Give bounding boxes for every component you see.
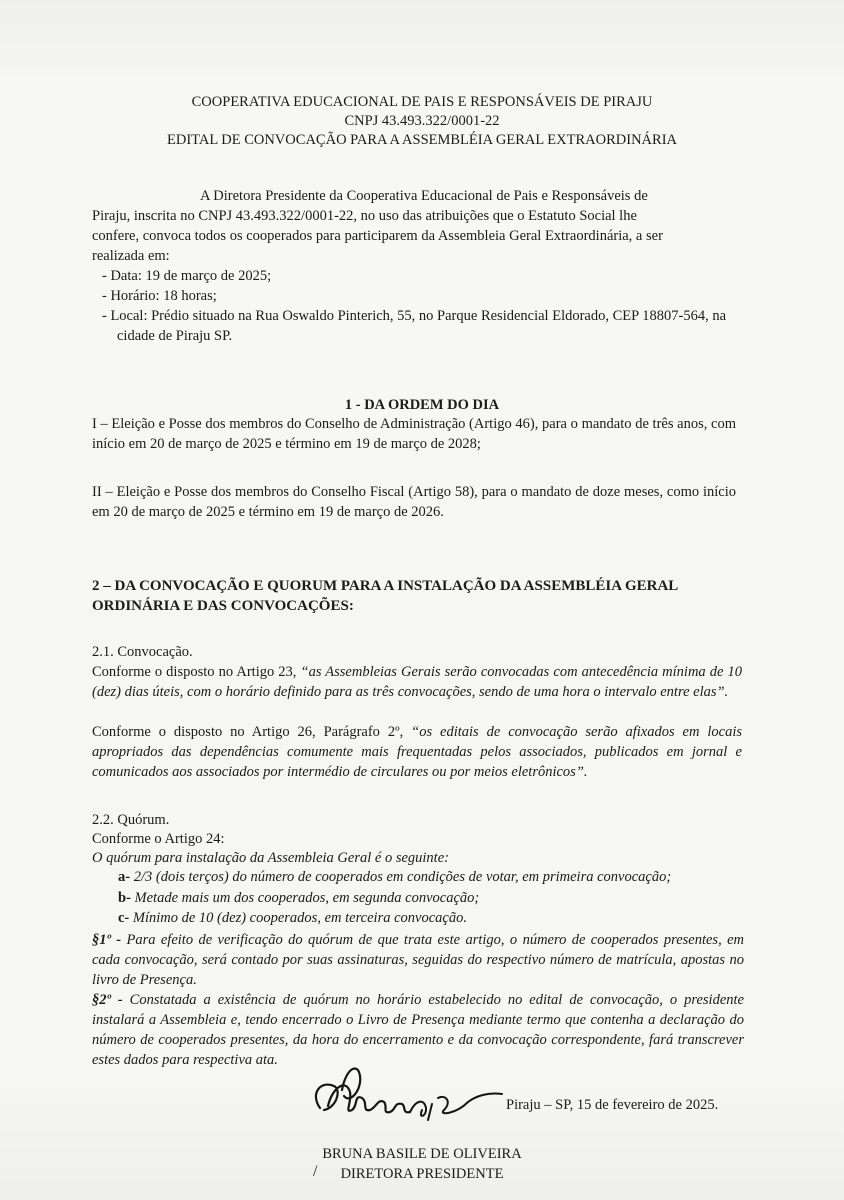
convocacao-paragraph-1 (92, 662, 742, 702)
section1-item-2: II – Eleição e Posse dos membros do Conselho Fiscal (Artigo 58), para o mandato de doze meses, como início em 20 de março de 2025 e término em 19 de março de 2026. (92, 484, 736, 520)
quorum-item-c-letter: c- (118, 910, 130, 926)
header-edital-title: EDITAL DE CONVOCAÇÃO PARA A ASSEMBLÉIA GERAL EXTRAORDINÁRIA (167, 132, 677, 148)
signatory-role: DIRETORA PRESIDENTE (340, 1166, 504, 1182)
meeting-time: - Horário: 18 horas; (102, 288, 217, 304)
convocacao-p1-text: Conforme o disposto no Artigo 23, (92, 664, 301, 680)
quorum-item-a-text: 2/3 (dois terços) do número de cooperados em condições de votar, em primeira convocação; (130, 869, 672, 885)
meeting-place: - Local: Prédio situado na Rua Oswaldo Pinterich, 55, no Parque Residencial Eldorado, CEP 18807-564, na cidade de Piraju SP. (102, 308, 727, 344)
convocacao-p2-quote: “os editais de convocação serão afixados em locais apropriados das dependências comumente mais frequentadas pelos associados, publicados em jornal e comunicados aos associados por intermédio de circulares ou por meios eletrônicos”. (92, 724, 743, 780)
quorum-item-a-letter: a- (118, 869, 131, 885)
signatory-name: BRUNA BASILE DE OLIVEIRA (322, 1146, 522, 1162)
quorum-item-a (118, 867, 671, 887)
intro-line-2: Piraju, inscrita no CNPJ 43.493.322/0001-22, no uso das atribuições que o Estatuto Social lhe (92, 208, 637, 224)
header-cnpj: CNPJ 43.493.322/0001-22 (344, 113, 500, 129)
quorum-item-c (118, 908, 467, 928)
quorum-item-b (118, 888, 479, 908)
quorum-title: 2.2. Quórum. (92, 812, 170, 828)
convocacao-title: 2.1. Convocação. (92, 644, 193, 660)
meeting-details (102, 266, 752, 346)
paragraph-1-text: Para efeito de verificação do quórum de que trata este artigo, o número de cooperados presentes, em cada convocação, será contado por suas assinaturas, seguidas do respectivo número de matrícula, apostas no livro de Presença. (92, 932, 744, 988)
quorum-intro: Conforme o Artigo 24: (92, 831, 225, 847)
quorum-item-b-letter: b- (118, 890, 131, 906)
handwritten-signature (306, 1058, 536, 1138)
quorum-item-c-text: Mínimo de 10 (dez) cooperados, em terceira convocação. (129, 910, 467, 926)
intro-line-4: realizada em: (92, 248, 170, 264)
section2-title: 2 – DA CONVOCAÇÃO E QUORUM PARA A INSTALAÇÃO DA ASSEMBLÉIA GERAL ORDINÁRIA E DAS CONVOCAÇÕES: (92, 578, 678, 614)
convocacao-paragraph-2 (92, 722, 742, 782)
paragraph-1 (92, 930, 744, 990)
paragraph-2-text: Constatada a existência de quórum no horário estabelecido no edital de convocação, o presidente instalará a Assembleia e, tendo encerrado o Livro de Presença mediante termo que contenha a declaração do número de cooperados presentes, da hora do encerramento e da convocação correspondente, fará transcrever estes dados para respectiva ata. (92, 992, 744, 1068)
intro-line-1: A Diretora Presidente da Cooperativa Educacional de Pais e Responsáveis de (200, 188, 648, 204)
quorum-lead: O quórum para instalação da Assembleia Geral é o seguinte: (92, 850, 449, 866)
convocacao-p1-quote: “as Assembleias Gerais serão convocadas com antecedência mínima de 10 (dez) dias úteis, com o horário definido para as três convocações, sendo de uma hora o intervalo entre elas”. (92, 664, 742, 700)
signature-slash-mark: / (313, 1163, 318, 1180)
paragraph-2-label: §2º - (92, 992, 123, 1008)
convocacao-p2-text: Conforme o disposto no Artigo 26, Parágrafo 2º, (92, 724, 412, 740)
signature-place-date: Piraju – SP, 15 de fevereiro de 2025. (506, 1097, 719, 1113)
intro-line-3: confere, convoca todos os cooperados para participarem da Assembleia Geral Extraordinária, a ser (92, 228, 663, 244)
section1-item-1: I – Eleição e Posse dos membros do Conselho de Administração (Artigo 46), para o mandato de três anos, com início em 20 de março de 2025 e término em 19 de março de 2028; (92, 416, 736, 452)
header-cooperative-name: COOPERATIVA EDUCACIONAL DE PAIS E RESPONSÁVEIS DE PIRAJU (191, 94, 653, 110)
quorum-item-b-text: Metade mais um dos cooperados, em segunda convocação; (130, 890, 480, 906)
intro-paragraph (92, 186, 744, 266)
document-header (0, 93, 844, 150)
paragraph-1-label: §1º - (92, 932, 122, 948)
section1-title: 1 - DA ORDEM DO DIA (344, 397, 500, 413)
meeting-date: - Data: 19 de março de 2025; (102, 268, 272, 284)
